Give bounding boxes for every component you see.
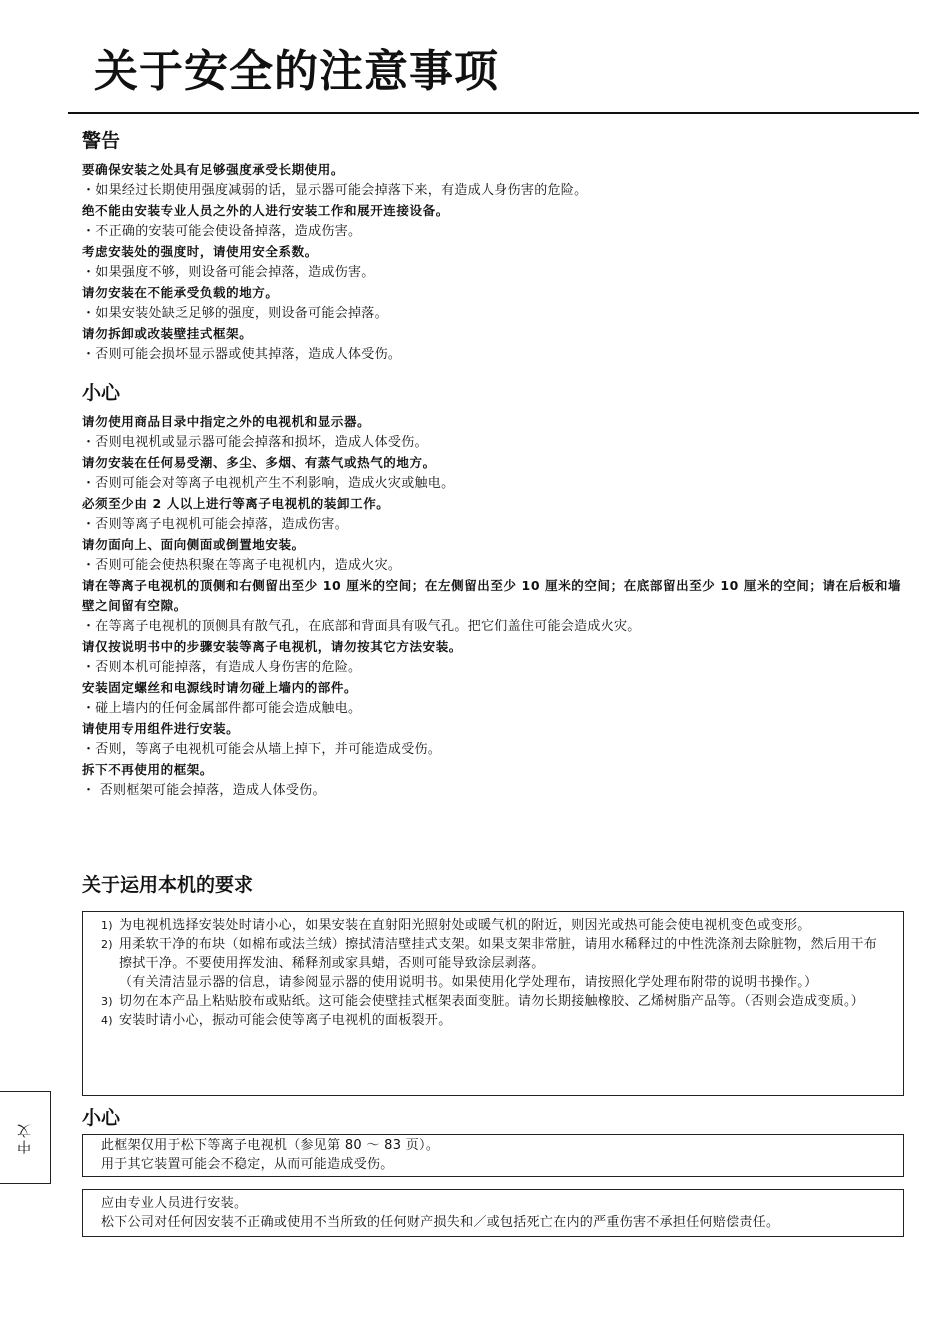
caution-item	[82, 494, 912, 535]
language-tab	[0, 1091, 51, 1184]
requirement-number: 1)	[101, 919, 113, 932]
requirement-text: 用柔软干净的布块（如棉布或法兰绒）擦拭清洁壁挂式支架。如果支架非常脏，请用水稀释过的中性洗涤剂去除脏物，然后用干布擦拭干净。不要使用挥发油、稀释剂或家具蜡，否则可能导致涂层剥落。	[119, 937, 878, 971]
caution-item-desc: ・ 否则框架可能会掉落，造成人体受伤。	[82, 783, 326, 798]
requirements-section	[82, 872, 912, 904]
caution2-box-liability	[82, 1189, 904, 1237]
caution-item-title: 请勿使用商品目录中指定之外的电视机和显示器。	[82, 414, 371, 429]
caution-item-desc: ・否则，等离子电视机可能会从墙上掉下，并可能造成受伤。	[82, 742, 442, 757]
caution-item-title: 拆下不再使用的框架。	[82, 762, 214, 777]
caution-item-desc: ・否则本机可能掉落，有造成人身伤害的危险。	[82, 660, 362, 675]
requirement-item	[101, 916, 885, 935]
warning-item	[82, 324, 912, 365]
requirement-text: 切勿在本产品上粘贴胶布或贴纸。这可能会使壁挂式框架表面变脏。请勿长期接触橡胶、乙烯树脂产品等。（否则会造成变质。）	[119, 994, 865, 1009]
caution-item-title: 请勿面向上、面向侧面或倒置地安装。	[82, 537, 305, 552]
requirement-item	[101, 1011, 885, 1030]
title-divider	[68, 112, 919, 114]
warning-item-desc: ・如果经过长期使用强度减弱的话，显示器可能会掉落下来，有造成人身伤害的危险。	[82, 183, 588, 198]
caution-item	[82, 412, 912, 453]
caution2-line: 此框架仅用于松下等离子电视机（参见第 80 ～ 83 页）。	[101, 1138, 440, 1153]
caution2-heading: 小心	[82, 1107, 121, 1129]
caution-item-desc: ・否则等离子电视机可能会掉落，造成伤害。	[82, 517, 349, 532]
caution-item-title: 请勿安装在任何易受潮、多尘、多烟、有蒸气或热气的地方。	[82, 455, 436, 470]
caution-item-desc: ・否则可能会使热积聚在等离子电视机内，造成火灾。	[82, 558, 402, 573]
warning-item-title: 考虑安装处的强度时，请使用安全系数。	[82, 244, 318, 259]
warning-item	[82, 283, 912, 324]
warning-item-desc: ・否则可能会损坏显示器或使其掉落，造成人体受伤。	[82, 347, 402, 362]
warning-item	[82, 242, 912, 283]
caution-item	[82, 760, 912, 801]
requirement-text: 为电视机选择安装处时请小心，如果安装在直射阳光照射处或暖气机的附近，则因光或热可能会使电视机变色或变形。	[119, 918, 811, 933]
warning-item	[82, 201, 912, 242]
requirements-list	[101, 916, 885, 1030]
caution-section	[82, 380, 912, 801]
caution-item	[82, 678, 912, 719]
caution-item	[82, 637, 912, 678]
caution-item	[82, 576, 912, 637]
warning-section	[82, 128, 912, 365]
requirement-note: （有关清洁显示器的信息，请参阅显示器的使用说明书。如果使用化学处理布，请按照化学处理布附带的说明书操作。）	[119, 975, 818, 990]
warning-item-desc: ・如果强度不够，则设备可能会掉落，造成伤害。	[82, 265, 375, 280]
caution-item-desc: ・否则电视机或显示器可能会掉落和损坏，造成人体受伤。	[82, 435, 428, 450]
requirement-number: 3)	[101, 995, 113, 1008]
requirement-item	[101, 935, 885, 992]
caution-item-title: 请仅按说明书中的步骤安装等离子电视机，请勿按其它方法安装。	[82, 639, 462, 654]
caution-item-title: 请在等离子电视机的顶侧和右侧留出至少 10 厘米的空间；在左侧留出至少 10 厘米的空间；在底部留出至少 10 厘米的空间；请在后板和墙壁之间留有空隙。	[82, 578, 902, 613]
caution2-line: 用于其它装置可能会不稳定，从而可能造成受伤。	[101, 1157, 394, 1172]
caution-heading: 小心	[82, 382, 121, 404]
caution-item-desc: ・碰上墙内的任何金属部件都可能会造成触电。	[82, 701, 362, 716]
caution-item	[82, 535, 912, 576]
caution-item-title: 请使用专用组件进行安装。	[82, 721, 240, 736]
caution-item-title: 安装固定螺丝和电源线时请勿碰上墙内的部件。	[82, 680, 358, 695]
warning-item-title: 绝不能由安装专业人员之外的人进行安装工作和展开连接设备。	[82, 203, 449, 218]
caution-item-desc: ・在等离子电视机的顶侧具有散气孔，在底部和背面具有吸气孔。把它们盖住可能会造成火灾。	[82, 619, 641, 634]
requirement-number: 4)	[101, 1014, 113, 1027]
warning-item-title: 请勿安装在不能承受负载的地方。	[82, 285, 279, 300]
caution-item-desc: ・否则可能会对等离子电视机产生不利影响，造成火灾或触电。	[82, 476, 455, 491]
caution2-line: 应由专业人员进行安装。	[101, 1196, 248, 1211]
caution-item-title: 必须至少由 2 人以上进行等离子电视机的装卸工作。	[82, 496, 390, 511]
caution2-line: 松下公司对任何因安装不正确或使用不当所致的任何财产损失和／或包括死亡在内的严重伤害不承担任何赔偿责任。	[101, 1215, 780, 1230]
warning-item	[82, 160, 912, 201]
language-tab-label: 中文	[17, 1121, 33, 1154]
warning-item-desc: ・如果安装处缺乏足够的强度，则设备可能会掉落。	[82, 306, 388, 321]
warning-item-desc: ・不正确的安装可能会使设备掉落，造成伤害。	[82, 224, 362, 239]
requirement-item	[101, 992, 885, 1011]
requirements-heading: 关于运用本机的要求	[82, 874, 254, 896]
caution-item	[82, 453, 912, 494]
page-title: 关于安全的注意事项	[94, 46, 499, 97]
warning-heading: 警告	[82, 130, 121, 152]
caution-item	[82, 719, 912, 760]
caution2-box-compatibility	[82, 1134, 904, 1177]
requirement-text: 安装时请小心，振动可能会使等离子电视机的面板裂开。	[119, 1013, 452, 1028]
warning-item-title: 要确保安装之处具有足够强度承受长期使用。	[82, 162, 345, 177]
requirement-number: 2)	[101, 938, 113, 951]
caution2-section	[82, 1105, 912, 1137]
requirements-box	[82, 911, 904, 1096]
warning-item-title: 请勿拆卸或改装壁挂式框架。	[82, 326, 253, 341]
